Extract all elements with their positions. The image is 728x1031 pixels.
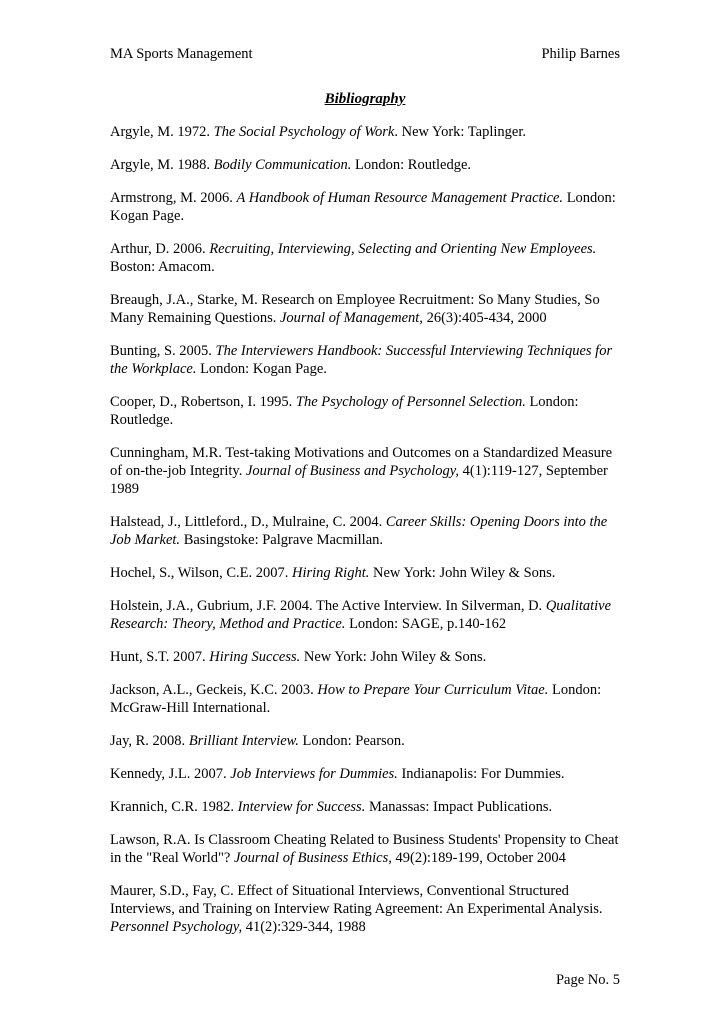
entry-text: Lawson, R.A. Is Classroom Cheating Related to Business Students' Propensity to Cheat in the "Real World"? xyxy=(110,832,619,866)
entry-text: London: Kogan Page. xyxy=(110,190,616,224)
entry-title-italic: Career Skills: Opening Doors into the Job Market. xyxy=(110,514,608,548)
bibliography-entry xyxy=(110,444,620,498)
entry-title-italic: The Interviewers Handbook: Successful Interviewing Techniques for the Workplace. xyxy=(110,343,613,377)
entry-text: New York: John Wiley & Sons. xyxy=(300,649,487,665)
bibliography-entry xyxy=(110,597,620,633)
entry-title-italic: The Social Psychology of Work xyxy=(213,124,395,140)
entry-title-italic: How to Prepare Your Curriculum Vitae. xyxy=(317,682,549,698)
entry-text: . New York: Taplinger. xyxy=(394,124,526,140)
entry-text: 4(1):119-127, September 1989 xyxy=(110,463,608,497)
entry-text: Hunt, S.T. 2007. xyxy=(110,649,210,665)
page-number-label: Page No. 5 xyxy=(555,972,620,988)
entry-text: 49(2):189-199, October 2004 xyxy=(391,850,566,866)
bibliography-entry xyxy=(110,123,620,141)
entry-title-italic: Job Interviews for Dummies. xyxy=(230,766,398,782)
bibliography-list xyxy=(110,123,620,936)
entry-text: Manassas: Impact Publications. xyxy=(365,799,553,815)
entry-text: London: Routledge. xyxy=(351,157,472,173)
entry-text: Cooper, D., Robertson, I. 1995. xyxy=(110,394,296,410)
entry-title-italic: Interview for Success. xyxy=(237,799,366,815)
entry-text: Hochel, S., Wilson, C.E. 2007. xyxy=(110,565,293,581)
entry-title-italic: Recruiting, Interviewing, Selecting and Orienting New Employees. xyxy=(209,241,597,257)
entry-text: London: Pearson. xyxy=(298,733,405,749)
entry-text: Cunningham, M.R. Test-taking Motivations and Outcomes on a Standardized Measure of on-the-job Integrity. xyxy=(110,445,613,479)
entry-text: Halstead, J., Littleford., D., Mulraine, C. 2004. xyxy=(110,514,386,530)
entry-title-italic: Journal of Management, xyxy=(279,310,423,326)
entry-title-italic: Qualitative Research: Theory, Method and Practice. xyxy=(110,598,612,632)
entry-text: Arthur, D. 2006. xyxy=(110,241,210,257)
entry-title-italic: Bodily Communication. xyxy=(213,157,352,173)
entry-text: Argyle, M. 1972. xyxy=(110,124,214,140)
bibliography-entry xyxy=(110,732,620,750)
entry-text: Jackson, A.L., Geckeis, K.C. 2003. xyxy=(110,682,318,698)
entry-text: London: Routledge. xyxy=(110,394,579,428)
bibliography-entry xyxy=(110,681,620,717)
entry-text: 26(3):405-434, 2000 xyxy=(422,310,547,326)
entry-text: Krannich, C.R. 1982. xyxy=(110,799,238,815)
bibliography-entry xyxy=(110,765,620,783)
page-content xyxy=(110,45,620,951)
entry-title-italic: A Handbook of Human Resource Management Practice. xyxy=(236,190,564,206)
entry-title-italic: Brilliant Interview. xyxy=(188,733,299,749)
header-author-label: Philip Barnes xyxy=(541,46,620,62)
bibliography-entry xyxy=(110,240,620,276)
page-header xyxy=(110,45,620,63)
bibliography-entry xyxy=(110,564,620,582)
bibliography-entry xyxy=(110,798,620,816)
entry-text: Basingstoke: Palgrave Macmillan. xyxy=(180,532,384,548)
bibliography-entry xyxy=(110,156,620,174)
header-course-label: MA Sports Management xyxy=(110,46,253,62)
page-title: Bibliography xyxy=(324,91,406,107)
entry-text: London: SAGE, p.140-162 xyxy=(345,616,507,632)
bibliography-entry xyxy=(110,189,620,225)
entry-text: Jay, R. 2008. xyxy=(110,733,189,749)
entry-text: Boston: Amacom. xyxy=(110,259,215,275)
bibliography-entry xyxy=(110,342,620,378)
entry-text: London: McGraw-Hill International. xyxy=(110,682,602,716)
bibliography-entry xyxy=(110,513,620,549)
bibliography-entry xyxy=(110,393,620,429)
entry-title-italic: Journal of Business Ethics, xyxy=(233,850,392,866)
bibliography-entry xyxy=(110,648,620,666)
bibliography-entry xyxy=(110,882,620,936)
entry-title-italic: Journal of Business and Psychology, xyxy=(245,463,460,479)
bibliography-entry xyxy=(110,291,620,327)
entry-text: Holstein, J.A., Gubrium, J.F. 2004. The Active Interview. In Silverman, D. xyxy=(110,598,546,614)
entry-text: Argyle, M. 1988. xyxy=(110,157,214,173)
entry-title-italic: The Psychology of Personnel Selection. xyxy=(295,394,526,410)
entry-text: Indianapolis: For Dummies. xyxy=(397,766,565,782)
entry-text: 41(2):329-344, 1988 xyxy=(242,919,366,935)
entry-text: Maurer, S.D., Fay, C. Effect of Situational Interviews, Conventional Structured Interviews, and Training on Interview Rating Agreement: An Experimental Analysis. xyxy=(110,883,603,917)
entry-text: Bunting, S. 2005. xyxy=(110,343,216,359)
entry-text: London: Kogan Page. xyxy=(196,361,327,377)
entry-text: New York: John Wiley & Sons. xyxy=(369,565,556,581)
bibliography-entry xyxy=(110,831,620,867)
entry-title-italic: Hiring Right. xyxy=(292,565,370,581)
entry-text: Breaugh, J.A., Starke, M. Research on Employee Recruitment: So Many Studies, So Many Remaining Questions. xyxy=(110,292,600,326)
entry-title-italic: Hiring Success. xyxy=(209,649,301,665)
entry-title-italic: Personnel Psychology, xyxy=(110,919,243,935)
entry-text: Kennedy, J.L. 2007. xyxy=(110,766,231,782)
entry-text: Armstrong, M. 2006. xyxy=(110,190,237,206)
